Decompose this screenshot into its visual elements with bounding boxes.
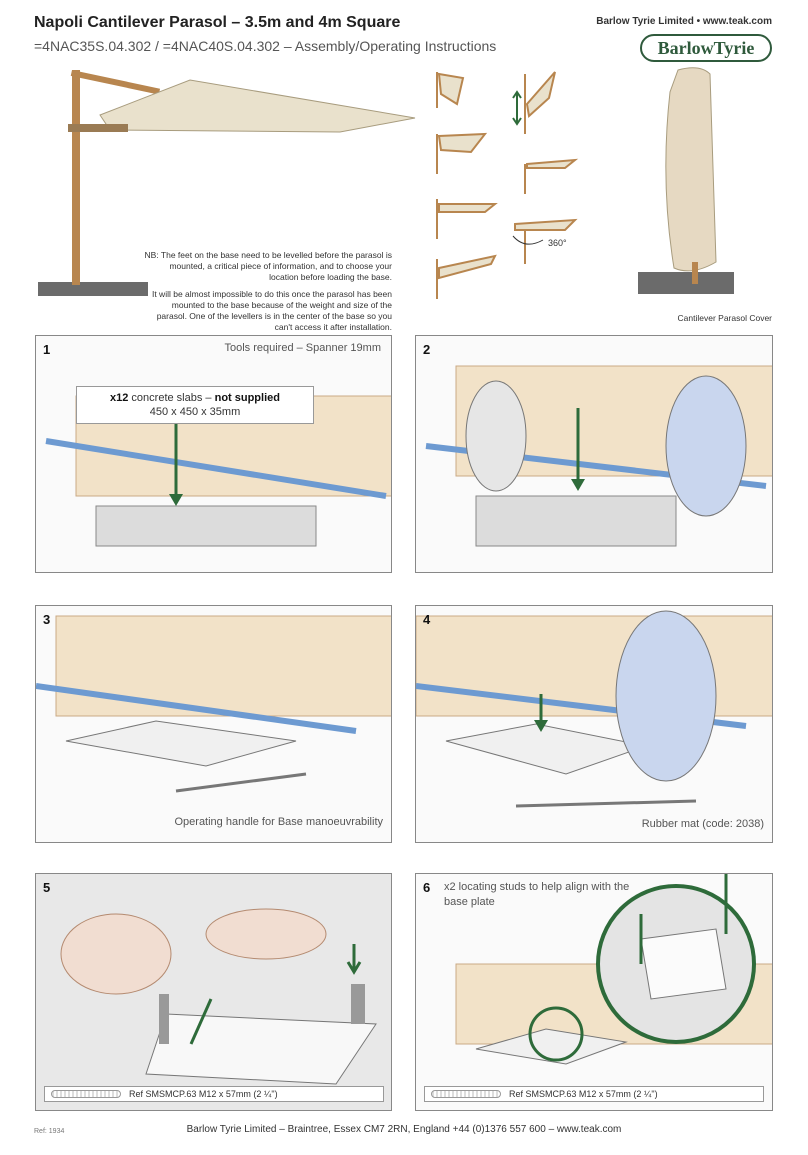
step-3-illustration [36,606,392,843]
step-number: 4 [423,612,431,627]
step-1-illustration [36,336,392,573]
document-title: Napoli Cantilever Parasol – 3.5m and 4m Square [34,14,401,31]
rubber-mat-label: Rubber mat (code: 2038) [641,818,764,830]
step-6-panel [415,873,773,1111]
document-subtitle: =4NAC35S.04.302 / =4NAC40S.04.302 – Assembly/Operating Instructions [34,38,497,54]
operating-handle-label: Operating handle for Base manoeuvrability [174,816,383,828]
step-2-illustration [416,336,773,573]
levelling-note [140,250,392,339]
slab-not-supplied: not supplied [214,392,280,404]
slab-size: 450 x 450 x 35mm [149,406,241,418]
rotation-label: 360° [548,238,567,248]
footer-address: Barlow Tyrie Limited – Braintree, Essex CM7 2RN, England +44 (0)1376 557 600 – www.teak.com [186,1124,622,1135]
step-number: 2 [423,342,431,357]
step-3-panel [35,605,392,843]
step-5-illustration [36,874,392,1111]
document-ref: Ref: 1934 [34,1128,65,1135]
company-line: Barlow Tyrie Limited • www.teak.com [596,16,772,27]
bolt-reference-text: Ref SMSMCP.63 M12 x 57mm (2 ¼") [509,1089,658,1099]
brand-logo: BarlowTyrie [640,34,772,62]
step-4-illustration [416,606,773,843]
bolt-reference-text: Ref SMSMCP.63 M12 x 57mm (2 ¼") [129,1089,278,1099]
bolt-icon [431,1090,501,1098]
parasol-cover-illustration [630,62,740,302]
step-number: 3 [43,612,51,627]
bolt-icon [51,1090,121,1098]
slab-quantity: x12 [110,392,129,404]
locating-studs-label: x2 locating studs to help align with the base plate [444,881,630,908]
cover-label: Cantilever Parasol Cover [677,313,772,323]
step-number: 5 [43,880,51,895]
step-number: 1 [43,342,51,357]
slab-callout [76,386,314,424]
step-5-panel [35,873,392,1111]
bolt-reference [424,1086,764,1102]
note-mounting: It will be almost impossible to do this once the parasol has been mounted to the base because of the weight and size of the parasol. One of the levellers is in the center of the base so you can't access it after installation. [151,289,392,332]
step-number: 6 [423,880,431,895]
step-4-panel [415,605,773,843]
tools-required: Tools required – Spanner 19mm [224,342,381,354]
step-2-panel [415,335,773,573]
bolt-reference [44,1086,384,1102]
note-feet: NB: The feet on the base need to be levelled before the parasol is mounted, a critical piece of information, and to choose your location before loading the base. [144,250,392,282]
parasol-positions-illustration [425,64,600,304]
step-1-panel [35,335,392,573]
slab-description: concrete slabs – [128,392,215,404]
